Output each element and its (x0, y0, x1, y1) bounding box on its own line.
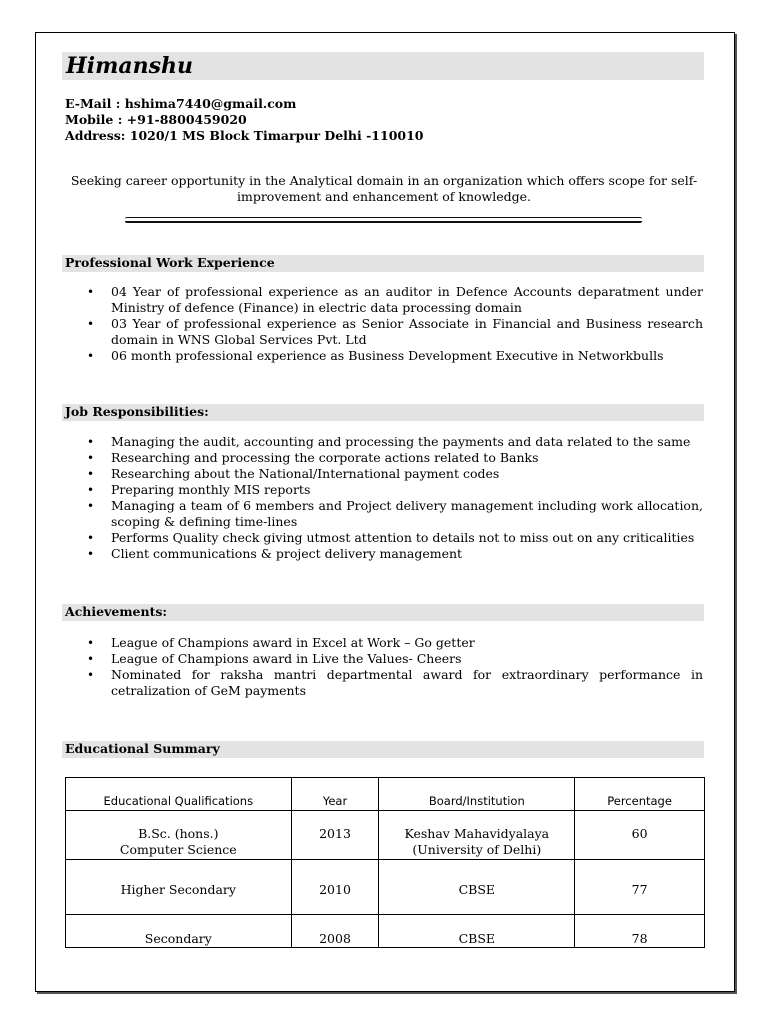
column-header: Percentage (575, 778, 705, 811)
list-item: • 03 Year of professional experience as Senior Associate in Financial and Business research domain in WNS Global Services Pvt. Ltd (87, 316, 703, 347)
list-item: • League of Champions award in Excel at Work – Go getter (87, 635, 475, 650)
bullet-icon: • (87, 483, 95, 497)
career-objective: Seeking career opportunity in the Analytical domain in an organization which offers scope for self-improvement and enhancement of knowledge. (70, 173, 698, 204)
bullet-icon: • (87, 547, 95, 561)
table-header-row (66, 778, 705, 811)
year-cell: 2010 (291, 860, 379, 915)
education-table (65, 777, 705, 948)
section-title: Professional Work Experience (65, 255, 275, 270)
table-row (66, 860, 705, 915)
column-header: Board/Institution (379, 778, 575, 811)
list-item: • Nominated for raksha mantri departmental award for extraordinary performance in cetralization of GeM payments (87, 667, 703, 698)
column-header: Year (291, 778, 379, 811)
board-cell: CBSE (379, 915, 575, 948)
qualification-cell: B.Sc. (hons.) Computer Science (66, 811, 292, 860)
column-header: Educational Qualifications (66, 778, 292, 811)
bullet-icon: • (87, 285, 95, 299)
bullet-icon: • (87, 531, 95, 545)
work-experience-list (62, 284, 703, 364)
list-item: • Performs Quality check giving utmost attention to details not to miss out on any criticalities (87, 530, 695, 545)
name-header (62, 52, 704, 80)
percentage-cell: 78 (575, 915, 705, 948)
section-title: Achievements: (65, 604, 168, 619)
list-item: • 04 Year of professional experience as an auditor in Defence Accounts deparatment under Ministry of defence (Finance) in electric data processing domain (87, 284, 703, 315)
year-cell: 2013 (291, 811, 379, 860)
bullet-icon: • (87, 636, 95, 650)
percentage-cell: 77 (575, 860, 705, 915)
list-item: • Client communications & project delivery management (87, 546, 463, 561)
year-cell: 2008 (291, 915, 379, 948)
bullet-icon: • (87, 349, 95, 363)
percentage-cell: 60 (575, 811, 705, 860)
bullet-icon: • (87, 652, 95, 666)
bullet-icon: • (87, 499, 95, 513)
list-item: • Preparing monthly MIS reports (87, 482, 311, 497)
address-line: Address: 1020/1 MS Block Timarpur Delhi -110010 (65, 128, 424, 143)
achievements-header (62, 604, 704, 621)
mobile-line: Mobile : +91-8800459020 (65, 112, 247, 127)
objective-divider (125, 217, 642, 223)
list-item: • Researching about the National/International payment codes (87, 466, 500, 481)
achievements-list (62, 635, 703, 699)
board-cell: CBSE (379, 860, 575, 915)
job-responsibilities-list (62, 434, 703, 562)
list-item: • League of Champions award in Live the Values- Cheers (87, 651, 462, 666)
board-cell: Keshav Mahavidyalaya (University of Delhi) (379, 811, 575, 860)
work-experience-header (62, 255, 704, 272)
list-item: • 06 month professional experience as Business Development Executive in Networkbulls (87, 348, 664, 363)
section-title: Educational Summary (65, 741, 220, 756)
list-item: • Managing the audit, accounting and processing the payments and data related to the same (87, 434, 691, 449)
bullet-icon: • (87, 668, 95, 682)
bullet-icon: • (87, 467, 95, 481)
qualification-cell: Secondary (66, 915, 292, 948)
qualification-cell: Higher Secondary (66, 860, 292, 915)
table-row (66, 915, 705, 948)
education-header (62, 741, 704, 758)
email-line: E-Mail : hshima7440@gmail.com (65, 96, 297, 111)
job-responsibilities-header (62, 404, 704, 421)
bullet-icon: • (87, 317, 95, 331)
section-title: Job Responsibilities: (65, 404, 209, 419)
candidate-name: Himanshu (66, 53, 194, 79)
bullet-icon: • (87, 435, 95, 449)
list-item: • Managing a team of 6 members and Project delivery management including work allocation, scoping & defining time-lines (87, 498, 703, 529)
table-row (66, 811, 705, 860)
list-item: • Researching and processing the corporate actions related to Banks (87, 450, 539, 465)
bullet-icon: • (87, 451, 95, 465)
